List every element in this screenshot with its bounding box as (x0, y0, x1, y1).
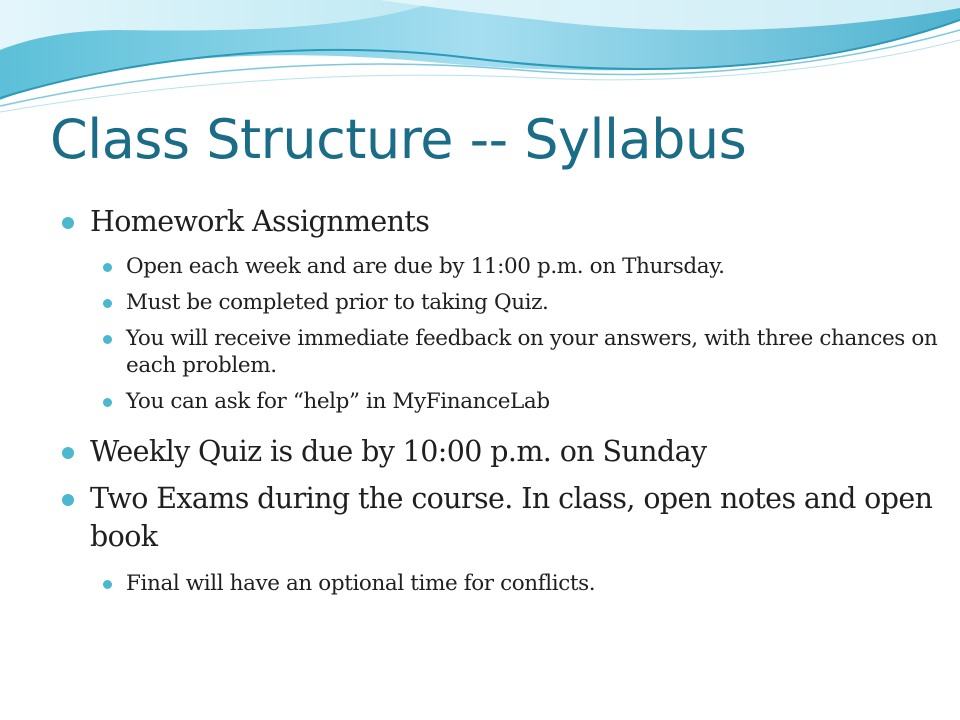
sub-bullet-prior-to-quiz (62, 289, 942, 316)
sub-bullet-dot-icon (103, 580, 112, 589)
sub-bullet-text: Open each week and are due by 11:00 p.m. on Thursday. (126, 254, 725, 279)
sub-bullet-text: You will receive immediate feedback on your answers, with three chances on each problem. (126, 326, 938, 378)
exams-sublist (62, 570, 942, 597)
bullet-list (62, 203, 942, 615)
bullet-text: Weekly Quiz is due by 10:00 p.m. on Sunday (90, 435, 707, 468)
bullet-homework-assignments (62, 203, 942, 241)
bullet-dot-icon (62, 494, 74, 506)
sub-bullet-dot-icon (103, 398, 112, 407)
bullet-dot-icon (62, 447, 74, 459)
sub-bullet-open-each-week (62, 253, 942, 280)
sub-bullet-ask-for-help (62, 388, 942, 415)
sub-bullet-text: Must be completed prior to taking Quiz. (126, 290, 549, 315)
homework-sublist (62, 253, 942, 415)
bullet-two-exams (62, 480, 942, 556)
sub-bullet-immediate-feedback (62, 325, 942, 379)
bullet-text: Homework Assignments (90, 205, 430, 238)
slide-title: Class Structure -- Syllabus (50, 108, 747, 171)
sub-bullet-text: Final will have an optional time for conflicts. (126, 571, 596, 596)
bullet-dot-icon (62, 217, 74, 229)
bullet-text: Two Exams during the course. In class, open notes and open book (90, 482, 933, 553)
sub-bullet-dot-icon (103, 335, 112, 344)
sub-bullet-dot-icon (103, 263, 112, 272)
sub-bullet-final-conflicts (62, 570, 942, 597)
bullet-weekly-quiz (62, 433, 942, 471)
sub-bullet-text: You can ask for “help” in MyFinanceLab (126, 389, 550, 414)
sub-bullet-dot-icon (103, 299, 112, 308)
